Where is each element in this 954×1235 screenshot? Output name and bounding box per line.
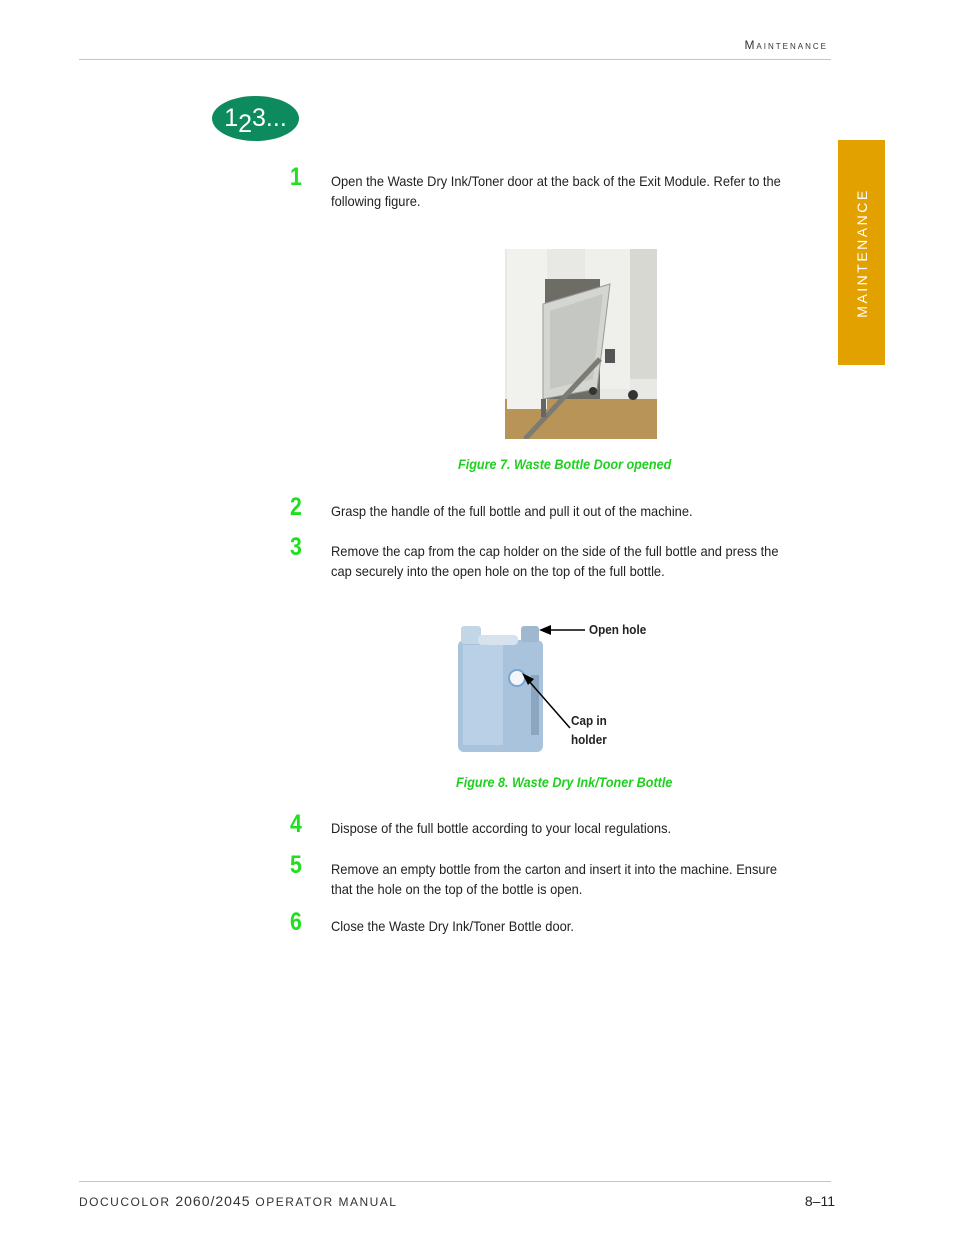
cap-holder-label-line1: Cap in (571, 713, 607, 728)
footer-manual-label: OPERATOR MANUAL (255, 1195, 398, 1209)
step-number: 4 (290, 810, 302, 838)
footer-rule (79, 1181, 831, 1182)
step-number: 5 (290, 851, 302, 879)
step-text: Remove an empty bottle from the carton and insert it into the machine. Ensure that the hole on the top of the bottle is open. (331, 861, 778, 897)
badge-digit-3: 3... (252, 104, 287, 132)
cap-holder-arrow (520, 670, 572, 732)
footer-product: DOCUCOLOR (79, 1195, 171, 1209)
step-text: Open the Waste Dry Ink/Toner door at the back of the Exit Module. Refer to the following figure. (331, 173, 781, 209)
footer-model: 2060/2045 (175, 1193, 251, 1209)
open-hole-arrow (537, 622, 587, 638)
procedure-badge-icon (212, 96, 299, 141)
header-rule (79, 59, 831, 60)
step-text: Remove the cap from the cap holder on the side of the full bottle and press the cap securely into the open hole on the top of the full bottle. (331, 543, 779, 579)
waste-bottle-door-photo (505, 249, 657, 439)
step-number: 2 (290, 493, 302, 521)
badge-digit-1: 1 (224, 104, 239, 132)
step-number: 6 (290, 908, 302, 936)
step-text: Dispose of the full bottle according to your local regulations. (331, 820, 672, 836)
section-side-tab (838, 140, 885, 365)
running-header: Maintenance (744, 38, 828, 52)
step-number: 1 (290, 163, 302, 191)
figure-8-caption: Figure 8. Waste Dry Ink/Toner Bottle (456, 774, 673, 790)
page-number: 8–11 (804, 1193, 835, 1209)
step-number: 3 (290, 533, 302, 561)
badge-digit-2: 2 (238, 110, 253, 138)
side-tab-label: MAINTENANCE (853, 187, 870, 318)
figure-7-caption: Figure 7. Waste Bottle Door opened (458, 456, 672, 472)
step-text: Grasp the handle of the full bottle and pull it out of the machine. (331, 503, 693, 519)
cap-holder-label-line2: holder (571, 732, 607, 747)
open-hole-label: Open hole (589, 622, 647, 637)
step-text: Close the Waste Dry Ink/Toner Bottle door. (331, 918, 574, 934)
footer-manual-title (79, 1193, 397, 1209)
